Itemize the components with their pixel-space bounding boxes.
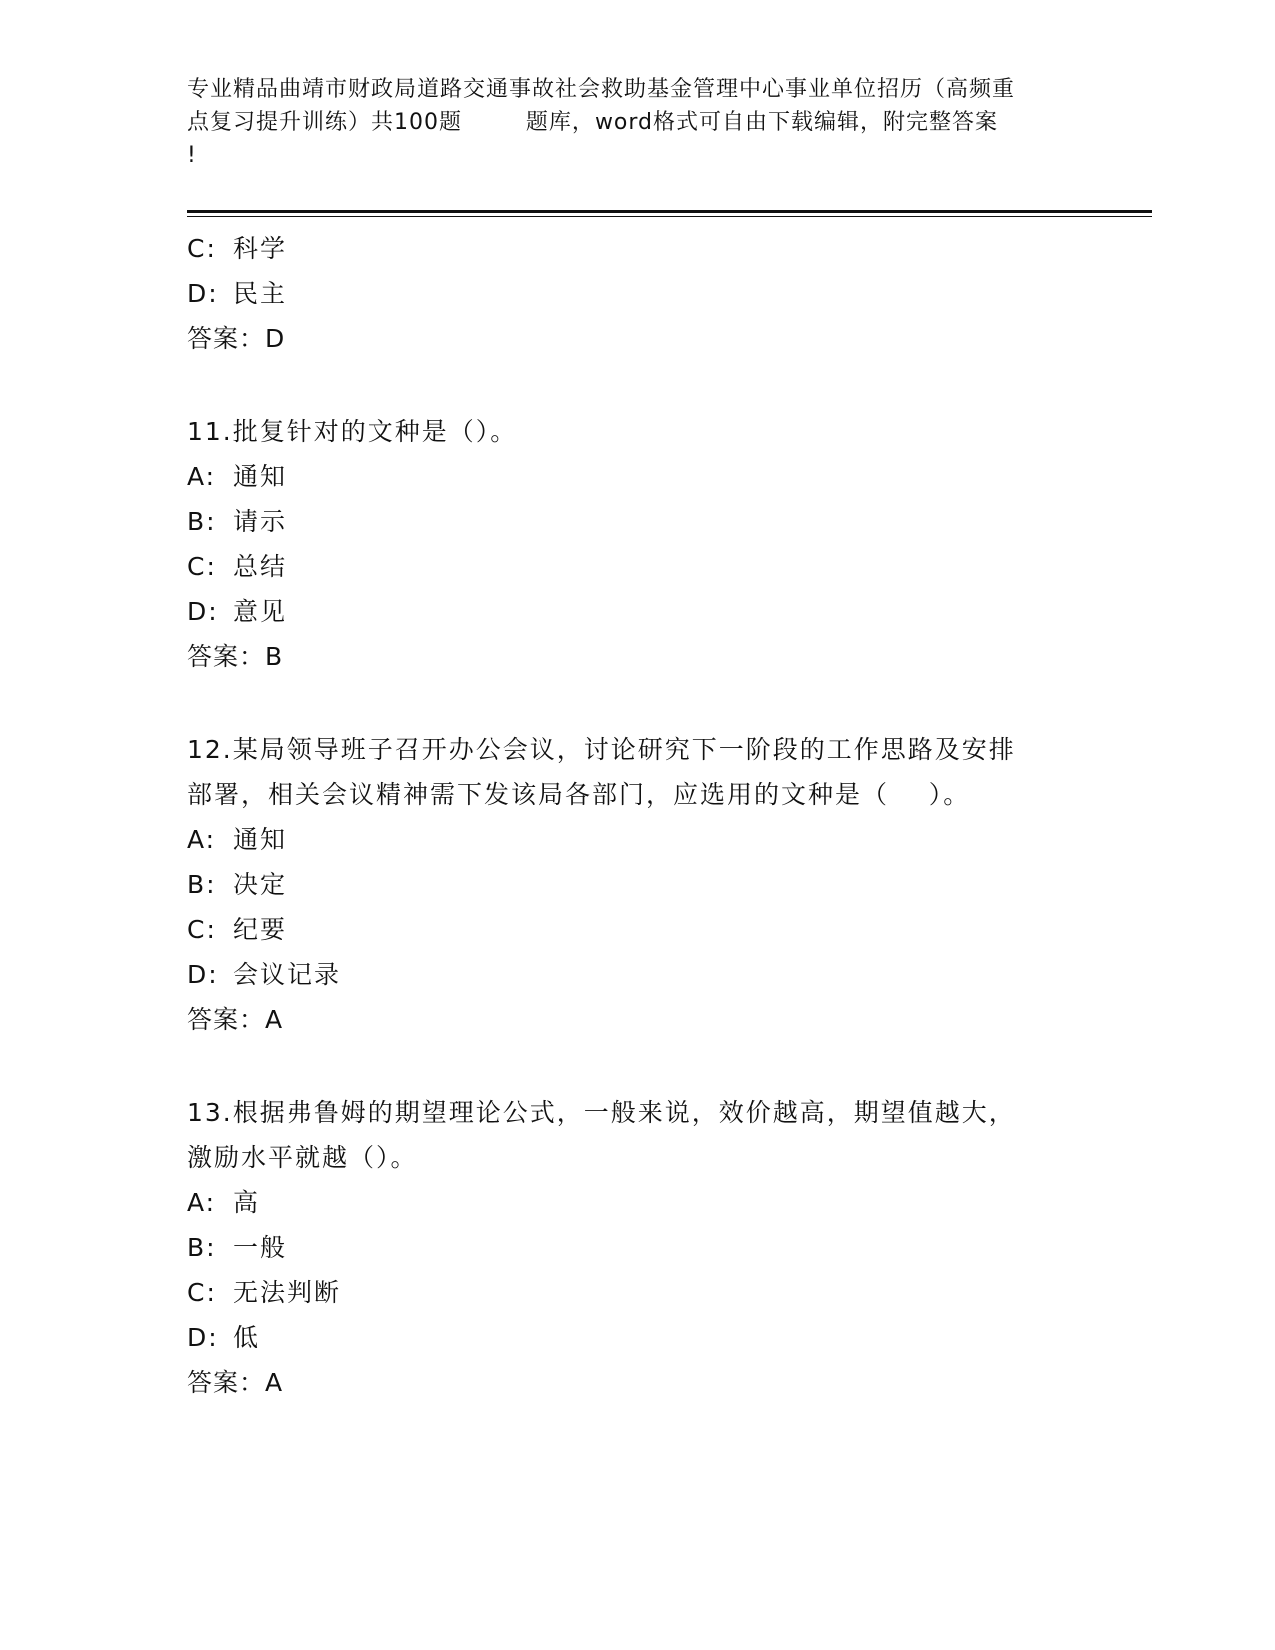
question-block-prev — [187, 226, 1152, 361]
option-letter: A: — [187, 825, 217, 854]
option-text: 民主 — [233, 279, 288, 308]
option-text: 总结 — [233, 552, 288, 581]
question-block-13 — [187, 1090, 1152, 1405]
answer-label: 答案： — [187, 1005, 266, 1034]
option-text: 纪要 — [233, 915, 288, 944]
question-stem: 13.根据弗鲁姆的期望理论公式，一般来说，效价越高，期望值越大， — [187, 1098, 1016, 1127]
option-c — [187, 544, 1152, 589]
option-letter: D: — [187, 597, 219, 626]
question-stem: 11.批复针对的文种是（）。 — [187, 417, 518, 446]
option-d — [187, 271, 1152, 316]
option-letter: B: — [187, 870, 217, 899]
answer-line — [187, 997, 1152, 1042]
question-stem: 12.某局领导班子召开办公会议，讨论研究下一阶段的工作思路及安排 — [187, 735, 1016, 764]
option-text: 通知 — [233, 462, 288, 491]
option-c — [187, 226, 1152, 271]
option-a — [187, 454, 1152, 499]
question-list — [187, 226, 1152, 1405]
header-line: 专业精品曲靖市财政局道路交通事故社会救助基金管理中心事业单位招历（高频重 — [187, 77, 1016, 102]
option-letter: D: — [187, 960, 219, 989]
answer-line — [187, 316, 1152, 361]
answer-value: A — [265, 1005, 284, 1034]
option-d — [187, 589, 1152, 634]
option-b — [187, 1225, 1152, 1270]
option-text: 低 — [233, 1323, 261, 1352]
option-a — [187, 817, 1152, 862]
option-letter: C: — [187, 234, 217, 263]
option-text: 无法判断 — [233, 1278, 342, 1307]
option-d — [187, 952, 1152, 997]
option-text: 一般 — [233, 1233, 288, 1262]
option-letter: D: — [187, 279, 219, 308]
option-letter: C: — [187, 552, 217, 581]
option-b — [187, 862, 1152, 907]
option-text: 通知 — [233, 825, 288, 854]
option-text: 决定 — [233, 870, 288, 899]
option-letter: C: — [187, 915, 217, 944]
document-header — [187, 73, 1087, 172]
answer-line — [187, 634, 1152, 679]
question-block-12 — [187, 727, 1152, 1042]
option-letter: A: — [187, 1188, 217, 1217]
answer-value: B — [265, 642, 284, 671]
answer-label: 答案： — [187, 324, 266, 353]
option-c — [187, 907, 1152, 952]
answer-line — [187, 1360, 1152, 1405]
option-text: 意见 — [233, 597, 288, 626]
option-b — [187, 499, 1152, 544]
option-letter: A: — [187, 462, 217, 491]
answer-label: 答案： — [187, 1368, 266, 1397]
answer-value: A — [265, 1368, 284, 1397]
header-line: 点复习提升训练）共100题 题库，word格式可自由下载编辑，附完整答案 — [187, 110, 999, 135]
header-divider-thick — [187, 210, 1152, 213]
option-text: 高 — [233, 1188, 261, 1217]
option-letter: D: — [187, 1323, 219, 1352]
option-d — [187, 1315, 1152, 1360]
header-divider-thin — [187, 216, 1152, 217]
option-letter: B: — [187, 1233, 217, 1262]
answer-label: 答案： — [187, 642, 266, 671]
option-text: 科学 — [233, 234, 288, 263]
option-text: 请示 — [233, 507, 288, 536]
option-letter: C: — [187, 1278, 217, 1307]
question-block-11 — [187, 409, 1152, 679]
question-stem: 激励水平就越（）。 — [187, 1143, 418, 1172]
question-stem: 部署，相关会议精神需下发该局各部门，应选用的文种是（ ）。 — [187, 780, 971, 809]
header-line: ! — [187, 143, 197, 168]
option-c — [187, 1270, 1152, 1315]
option-letter: B: — [187, 507, 217, 536]
answer-value: D — [265, 324, 286, 353]
option-a — [187, 1180, 1152, 1225]
option-text: 会议记录 — [233, 960, 342, 989]
